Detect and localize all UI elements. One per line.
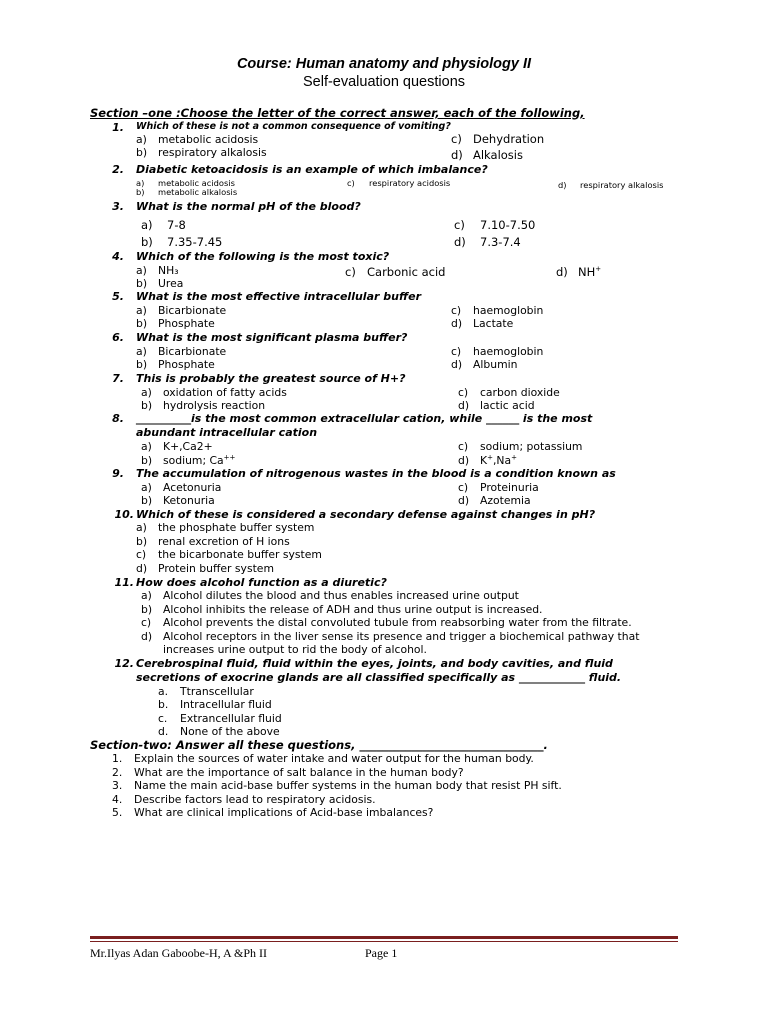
section-two-title: Section-two: Answer all these questions, ________________________________. (90, 738, 548, 752)
section-one-title: Section –one :Choose the letter of the correct answer, each of the following, (90, 106, 585, 120)
question-text: Diabetic ketoacidosis is an example of which imbalance? (136, 163, 488, 176)
option-c: c. Extrancellular fluid (158, 712, 282, 725)
question-text: Which of these is considered a secondary defense against changes in pH? (136, 508, 596, 521)
option-a: a) metabolic acidosis (136, 178, 235, 188)
question-number: 12. (114, 657, 134, 670)
question-text: How does alcohol function as a diuretic? (136, 576, 387, 589)
option-a: a) Alcohol dilutes the blood and thus enables increased urine output (141, 589, 519, 602)
question-text: Which of the following is the most toxic? (136, 250, 390, 263)
question-text: What is the most significant plasma buffer? (136, 331, 408, 344)
footer-rule (90, 936, 678, 939)
option-a: a) 7-8 (141, 218, 186, 232)
question-number: 3. (112, 200, 124, 213)
option-d: d) Alkalosis (451, 148, 523, 162)
option-a: a) oxidation of fatty acids (141, 386, 287, 399)
option-a: a) K+,Ca2+ (141, 440, 213, 453)
option-d: d) Albumin (451, 358, 518, 371)
option-b: b) Ketonuria (141, 494, 215, 507)
page-title: Course: Human anatomy and physiology II (236, 56, 532, 72)
option-b: b) respiratory alkalosis (136, 146, 267, 159)
option-a: a) Bicarbionate (136, 345, 227, 358)
question-number: 5. (112, 290, 124, 303)
question-text: The accumulation of nitrogenous wastes in the blood is a condition known as (136, 467, 616, 480)
list-item: 2. What are the importance of salt balance in the human body? (112, 766, 464, 779)
option-c: c) haemoglobin (451, 345, 544, 358)
option-b: b) Alcohol inhibits the release of ADH and thus urine output is increased. (141, 603, 543, 616)
footer-rule-thin (90, 941, 678, 942)
question-number: 8. (112, 412, 124, 425)
option-a: a. Ttranscellular (158, 685, 254, 698)
list-item: 5. What are clinical implications of Acid-base imbalances? (112, 806, 434, 819)
option-c: c) sodium; potassium (458, 440, 583, 453)
option-a: a) Bicarbionate (136, 304, 227, 317)
option-d-cont: increases urine output to rid the body of alcohol. (163, 643, 427, 656)
option-d: d) respiratory alkalosis (558, 180, 664, 190)
option-d: d) 7.3-7.4 (454, 235, 521, 249)
option-b: b) renal excretion of H ions (136, 535, 290, 548)
option-c: c) respiratory acidosis (347, 178, 451, 188)
list-item: 1. Explain the sources of water intake and water output for the human body. (112, 752, 534, 765)
question-number: 4. (112, 250, 124, 263)
option-c: c) Proteinuria (458, 481, 539, 494)
question-number: 1. (112, 121, 124, 134)
option-b: b. Intracellular fluid (158, 698, 272, 711)
question-number: 9. (112, 467, 124, 480)
option-b: b) Phosphate (136, 358, 215, 371)
option-c: c) carbon dioxide (458, 386, 560, 399)
option-d: d) lactic acid (458, 399, 535, 412)
option-a: a) NH₃ (136, 264, 179, 277)
question-text: What is the normal pH of the blood? (136, 200, 361, 213)
page-subtitle: Self-evaluation questions (302, 74, 466, 90)
footer-author: Mr.Ilyas Adan Gaboobe-H, A &Ph II (90, 946, 267, 960)
option-d: d) Alcohol receptors in the liver sense its presence and trigger a biochemical pathway that (141, 630, 640, 643)
list-item: 4. Describe factors lead to respiratory acidosis. (112, 793, 376, 806)
option-d: d) NH+ (556, 265, 602, 279)
list-item: 3. Name the main acid-base buffer systems in the human body that resist PH sift. (112, 779, 562, 792)
question-number: 11. (114, 576, 134, 589)
question-text: Cerebrospinal fluid, fluid within the eyes, joints, and body cavities, and fluid (136, 657, 613, 670)
option-b: b) Phosphate (136, 317, 215, 330)
footer-page-number: Page 1 (365, 946, 398, 960)
option-b: b) 7.35-7.45 (141, 235, 223, 249)
question-text: __________is the most common extracellular cation, while ______ is the most (136, 412, 593, 425)
question-number: 6. (112, 331, 124, 344)
option-c: c) the bicarbonate buffer system (136, 548, 322, 561)
question-text: This is probably the greatest source of H+? (136, 372, 406, 385)
option-c: c) 7.10-7.50 (454, 218, 536, 232)
option-b: b) hydrolysis reaction (141, 399, 266, 412)
option-d: d. None of the above (158, 725, 280, 738)
option-a: a) the phosphate buffer system (136, 521, 315, 534)
option-d: d) Azotemia (458, 494, 531, 507)
option-c: c) Alcohol prevents the distal convoluted tubule from reabsorbing water from the filtrate. (141, 616, 632, 629)
option-b: b) metabolic alkalosis (136, 187, 238, 197)
question-number: 7. (112, 372, 124, 385)
option-c: c) Dehydration (451, 132, 545, 146)
question-number: 2. (112, 163, 124, 176)
question-text-cont: abundant intracellular cation (136, 426, 318, 439)
option-a: a) Acetonuria (141, 481, 222, 494)
option-d: d) Lactate (451, 317, 514, 330)
option-c: c) haemoglobin (451, 304, 544, 317)
option-d: d) K+,Na+ (458, 453, 517, 467)
question-number: 10. (114, 508, 134, 521)
option-a: a) metabolic acidosis (136, 133, 259, 146)
option-b: b) sodium; Ca++ (141, 453, 236, 467)
option-b: b) Urea (136, 277, 184, 290)
option-c: c) Carbonic acid (345, 265, 446, 279)
question-text-cont: secretions of exocrine glands are all classified specifically as ____________ fluid. (136, 671, 622, 684)
question-text: What is the most effective intracellular buffer (136, 290, 422, 303)
question-text: Which of these is not a common consequence of vomiting? (136, 121, 451, 132)
option-d: d) Protein buffer system (136, 562, 274, 575)
